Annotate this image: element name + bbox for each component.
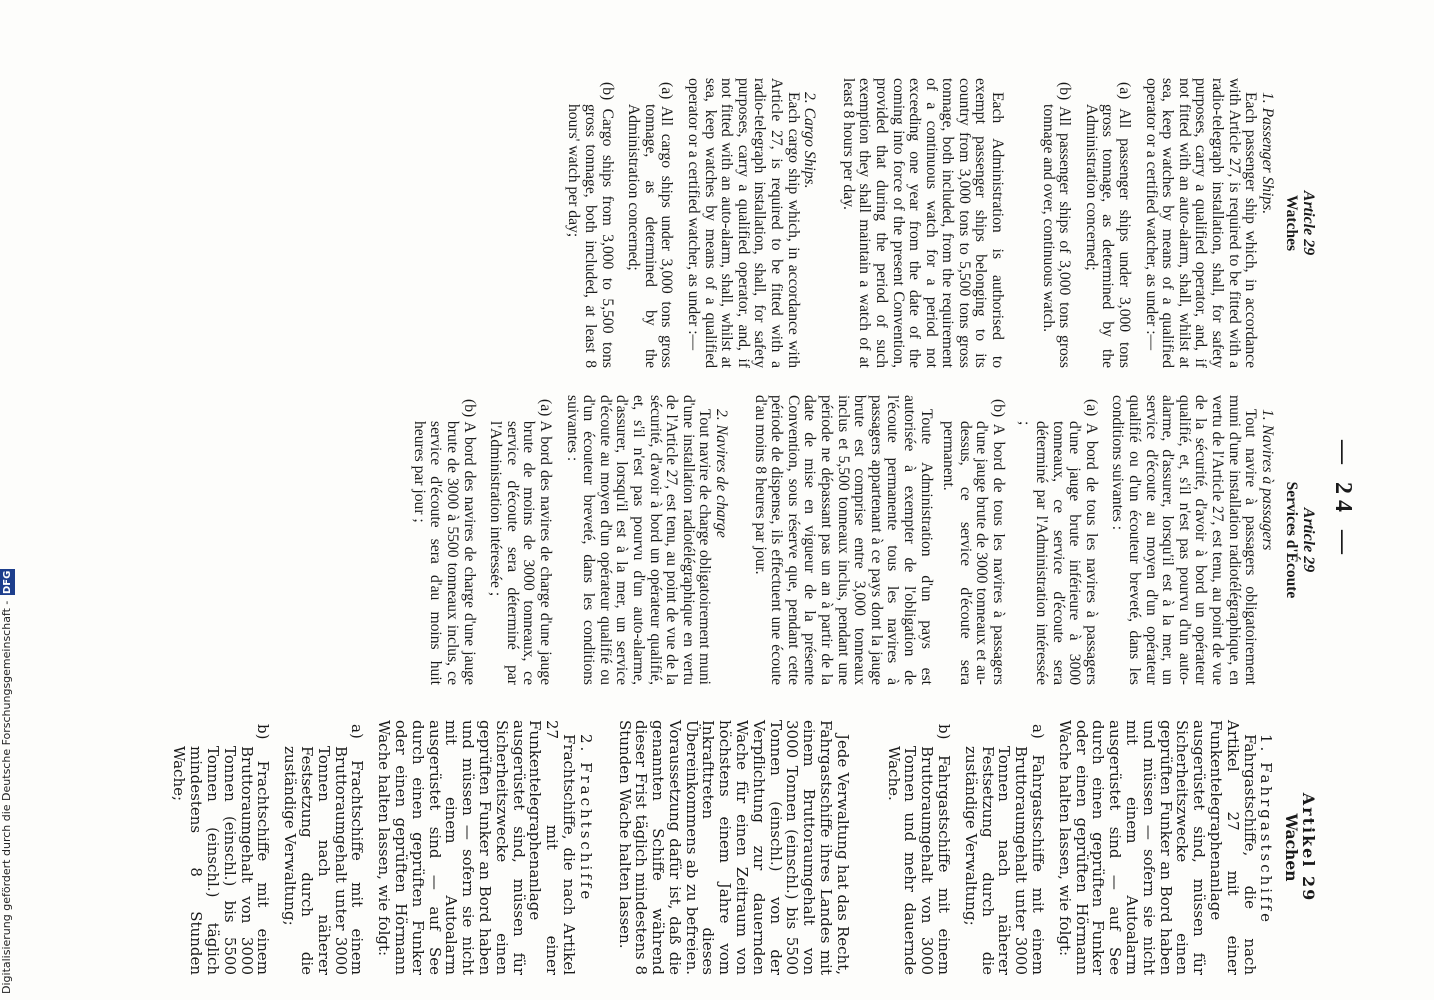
digitization-credit [0,0,24,1000]
english-section-2-heading [801,78,818,368]
english-article-number: Article 29 [1300,190,1317,256]
french-article-title: Services d'Écoute [1283,481,1301,599]
french-s2-item-a: (a) A bord des navires de charge d'une jauge brute de moins de 3000 tonneaux, ce service d'écoute sera déterminé par l'Administration intéressée ; [487,399,555,685]
english-spacer-2 [821,78,839,368]
english-s1-text: Each passenger ship which, in accordance with Article 27, is required to be fitted with a radio-telegraph installation, shall, for safety purposes, carry a qualified operator, and, if not fitted with an auto-alarm, shall, whilst at sea, keep watches by means of a qualified operator or a certified watcher, as under :— [1142,78,1260,368]
english-s2-text: Each cargo ship which, in accordance with Article 27, is required to be fitted with a radio-telegraph installation, shall, for safety purposes, carry a qualified operator, and, if not fitted with an auto-alarm, shall, whilst at sea, keep watches by means of a qualified operator or a certified watcher, as under :— [685,78,802,368]
english-section-1-heading [1258,78,1275,368]
english-s1-item-a: (a) All passenger ships under 3,000 tons gross tonnage, as determined by the Administration concerned; [1082,82,1134,368]
german-s1-exemption: Jede Verwaltung hat das Recht, Fahrgastschiffe ihres Landes mit einem Bruttoraumgehalt von 3000 Tonnen (einschl.) bis 5500 Tonnen (einschl.) von der Verpflichtung zur dauernden Wache für einen Zeitraum von höchstens einem Jahre vom Inkrafttreten dieses Übereinkommens ab zu befreien. Voraussetzung dafür ist, daß die genannten Schiffe während dieser Frist täglich mindestens 8 Stunden Wache halten lassen. [615,720,852,975]
english-article-title: Watches [1283,195,1301,251]
page-number: — 24 — [1330,440,1356,560]
german-section-1-heading [1258,720,1275,975]
german-s1-item-a: a) Fahrgastschiffe mit einem Bruttoraumgehalt unter 3000 Tonnen nach näherer Festsetzung durch die zuständige Verwaltung; [961,724,1048,975]
french-s2-item-b: (b) A bord des navires de charge d'une jauge brute de 3000 à 5500 tonneaux inclus, ce service d'écoute sera d'au moins huit heures par jour ; [410,399,478,685]
german-s2-item-a: a) Frachtschiffe mit einem Bruttoraumgehalt unter 3000 Tonnen nach näherer Festsetzung durch die zuständige Verwaltung; [281,724,367,975]
german-column [165,720,1316,975]
german-s2-heading-text: 2. Frachtschiffe [576,734,595,903]
french-section-1-heading [1258,395,1275,685]
german-spacer [851,720,879,975]
french-s1-exemption: Toute Administration d'un pays est autorisée à exempter de l'obligation de l'écoute permanente tous les navires à passagers appartenant à ce pays dont la jauge brute est comprise entre 3,000 tonneaux inclus et 5,500 tonneaux inclus, pendant une période ne dépassant pas un an à partir de la date de mise en vigueur de la présente Convention, sous réserve que, pendant cette période de dispense, ils effectuent une écoute d'au moins 8 heures par jour. [751,395,935,685]
french-column [404,395,1316,685]
english-spacer [1005,78,1033,368]
english-s2-item-a: (a) All cargo ships under 3,000 tons gross tonnage, as determined by the Administration concerned; [625,82,676,368]
english-s2-item-b: (b) Cargo ships from 3,000 to 5,500 tons gross tonnage, both included, at least 8 hours' watch per day; [565,82,616,368]
french-s1-item-a: (a) A bord de tous les navires à passagers d'une jauge brute inférieure à 3000 tonneaux, ce service d'écoute sera déterminé par l'Administration intéressée ; [1016,399,1100,685]
german-spacer-2 [598,720,616,975]
german-s1-item-b: b) Fahrgastschiffe mit einem Bruttoraumgehalt von 3000 Tonnen und mehr dauernde Wache. [884,724,954,975]
french-article-number: Article 29 [1300,507,1317,573]
english-s1-item-b: (b) All passenger ships of 3,000 tons gross tonnage and over, continuous watch. [1039,82,1074,368]
french-section-2-heading [712,395,729,685]
credit-text: Digitalisierung gefördert durch die Deutsche Forschungsgemeinschaft - [0,600,13,994]
german-s1-text: Fahrgastschiffe, die nach Artikel 27 mit einer Funkentelegraphenanlage ausgerüstet sind, müssen für Sicherheitszwecke einen geprüften Funker an Bord haben und müssen — sofern sie nicht mit einem Autoalarm ausgerüstet sind — auf See durch einen geprüften Funker oder einen geprüften Hörmann Wache halten lassen, wie folgt: [1055,720,1259,975]
german-article-title: Wachen [1282,813,1302,882]
english-s2-heading-text: 2. Cargo Ships. [801,92,819,189]
french-s1-heading-text: 1. Navires à passagers [1258,409,1276,551]
english-s1-exemption: Each Administration is authorised to exempt passenger ships belonging to its country from 3,000 tons to 5,500 tons gross tonnage, both included, from the requirement of a continuous watch for a period not exceeding one year from the date of the coming into force of the present Convention, provided that during the period of such exemption they shall maintain a watch of at least 8 hours per day. [839,78,1007,368]
french-spacer [733,395,751,685]
german-article-number: Artikel 29 [1299,792,1318,903]
french-s2-text: Tout navire de charge obligatoirement muni d'une installation radiotélégraphique en vertu de l'Article 27, est tenu, au point de vue de la sécurité, d'avoir à bord un opérateur qualifié, et, s'il n'est pas pourvu d'un auto-alarme, d'assurer, lorsqu'il est à la mer, un service d'écoute au moyen d'un opérateur qualifié ou d'un écouteur breveté, dans les conditions suivantes : [563,395,714,685]
german-section-2-heading [577,720,594,975]
dfg-logo: DFG [2,570,13,594]
english-column [559,78,1316,368]
french-s1-text: Tout navire à passagers obligatoirement muni d'une installation radiotélégraphique, en vertu de l'Article 27, est tenu, au point de vue de la sécurité, d'avoir à bord un opérateur qualifié, et, s'il n'est pas pourvu d'un auto-alarme, d'assurer, lorsqu'il est à la mer, un service d'écoute au moyen d'un opérateur qualifié ou d'un écouteur breveté, dans les conditions suivantes : [1109,395,1260,685]
german-s1-heading-text: 1. Fahrgastschiffe [1257,734,1276,926]
french-s2-heading-text: 2. Navires de charge [713,409,730,538]
german-s2-item-b: b) Frachtschiffe mit einem Bruttoraumgehalt von 3000 Tonnen (einschl.) bis 5500 Tonnen (einschl.) täglich mindestens 8 Stunden Wache; [170,724,273,975]
french-s1-item-b: (b) A bord de tous les navires à passagers d'une jauge brute de 3000 tonneaux et au-dessus, ce service d'écoute sera permanent. [940,399,1007,685]
german-s2-text: Frachtschiffe, die nach Artikel 27 mit einer Funkentelegraphenanlage ausgerüstet sind, müssen für Sicherheitszwecke einen geprüften Funker an Bord haben und müssen — sofern sie nicht mit einem Autoalarm ausgerüstet sind — auf See durch einen geprüften Funker oder einen geprüften Hörmann Wache halten lassen, wie folgt: [375,720,578,975]
english-s1-heading-text: 1. Passenger Ships. [1258,92,1276,215]
